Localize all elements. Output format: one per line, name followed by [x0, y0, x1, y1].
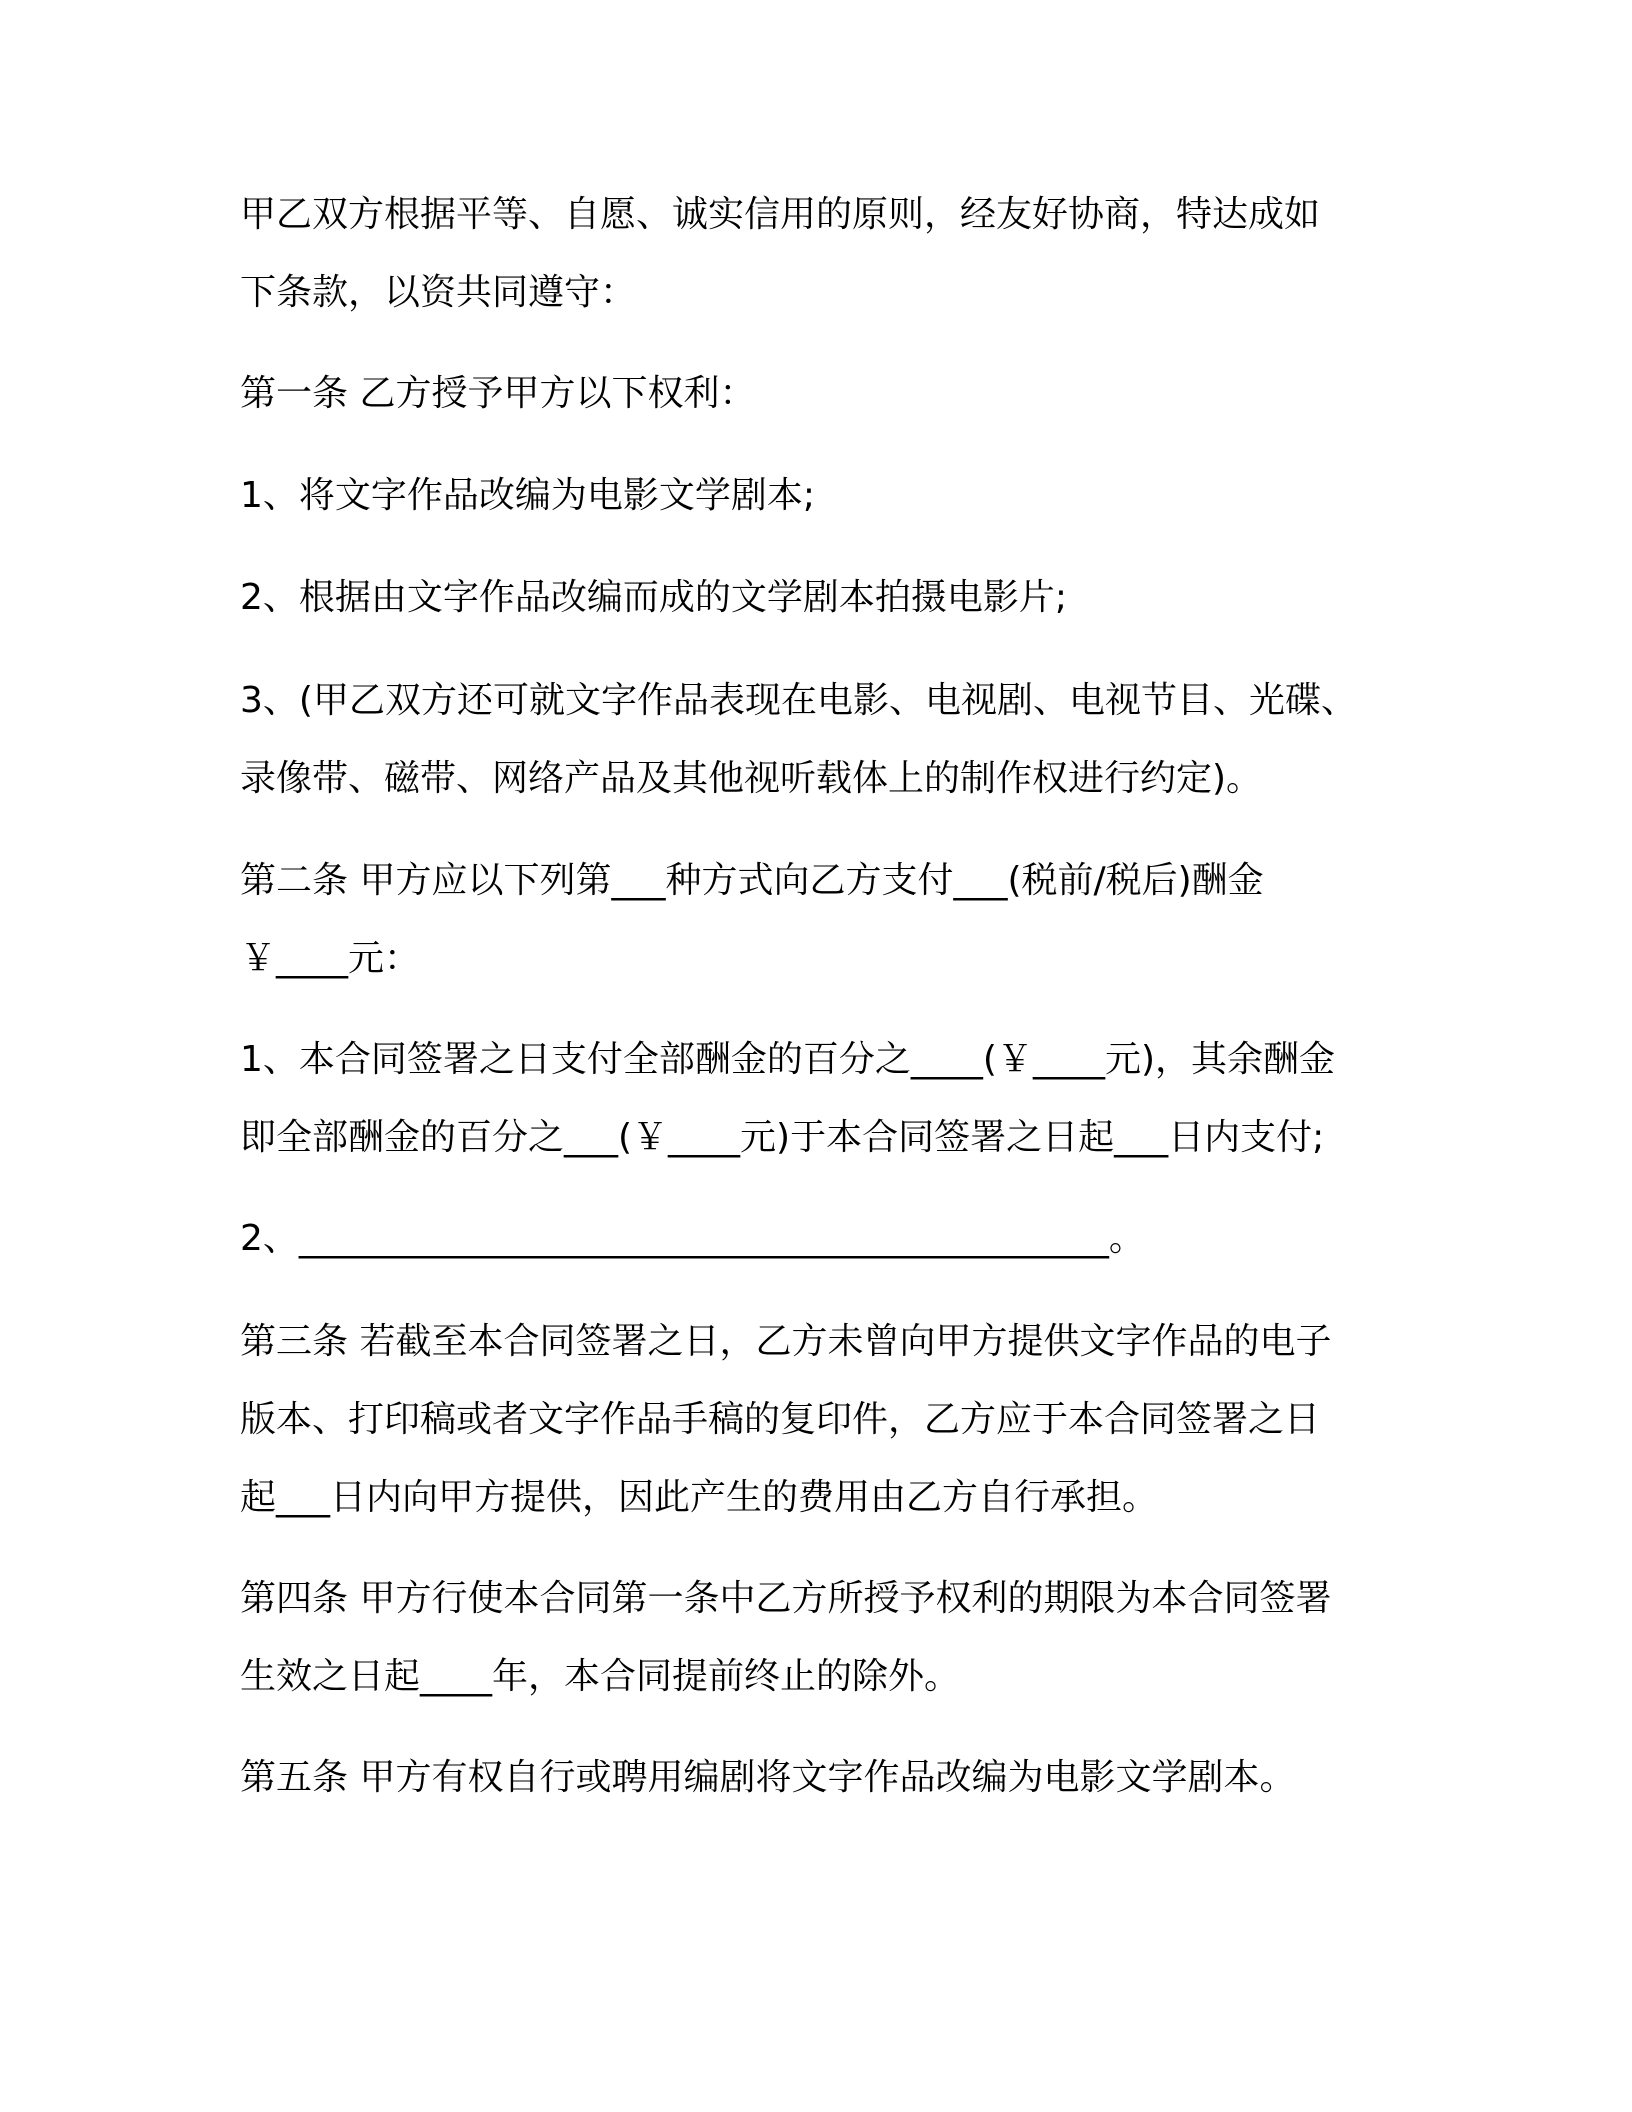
text-line: 生效之日起____年，本合同提前终止的除外。	[240, 1656, 961, 1697]
text-line: 2、根据由文字作品改编而成的文学剧本拍摄电影片;	[240, 577, 1068, 618]
text-line: 第四条 甲方行使本合同第一条中乙方所授予权利的期限为本合同签署	[240, 1578, 1332, 1619]
text-line: 即全部酬金的百分之___(￥____元)于本合同签署之日起___日内支付;	[240, 1117, 1325, 1158]
text-line: 第三条 若截至本合同签署之日，乙方未曾向甲方提供文字作品的电子	[240, 1321, 1332, 1362]
text-line: 起___日内向甲方提供，因此产生的费用由乙方自行承担。	[240, 1477, 1159, 1518]
text-line: 3、(甲乙双方还可就文字作品表现在电影、电视剧、电视节目、光碟、	[240, 680, 1357, 721]
paragraph-article-4	[240, 1560, 1331, 1716]
paragraph-article-5	[240, 1739, 1295, 1817]
paragraph-article-1-item-2	[240, 559, 1067, 637]
text-line: 1、本合同签署之日支付全部酬金的百分之____(￥____元)，其余酬金	[240, 1039, 1335, 1080]
text-line: 2、_____________________________________________。	[240, 1218, 1145, 1259]
text-line: ￥____元：	[240, 938, 421, 979]
paragraph-article-1	[240, 355, 755, 433]
text-line: 第一条 乙方授予甲方以下权利：	[240, 373, 756, 414]
paragraph-article-1-item-1	[240, 457, 815, 535]
text-line: 第五条 甲方有权自行或聘用编剧将文字作品改编为电影文学剧本。	[240, 1757, 1296, 1798]
paragraph-article-2-item-2	[240, 1200, 1145, 1278]
paragraph-article-3	[240, 1303, 1331, 1537]
paragraph-article-2	[240, 842, 1264, 998]
paragraph-article-2-item-1	[240, 1021, 1335, 1177]
text-line: 录像带、磁带、网络产品及其他视听载体上的制作权进行约定)。	[240, 758, 1263, 799]
text-line: 下条款，以资共同遵守：	[240, 272, 637, 313]
paragraph-article-1-item-3	[240, 662, 1357, 818]
text-line: 版本、打印稿或者文字作品手稿的复印件，乙方应于本合同签署之日	[240, 1399, 1321, 1440]
paragraph-preamble	[240, 176, 1320, 332]
text-line: 甲乙双方根据平等、自愿、诚实信用的原则，经友好协商，特达成如	[240, 194, 1321, 235]
text-line: 第二条 甲方应以下列第___种方式向乙方支付___(税前/税后)酬金	[240, 860, 1264, 901]
text-line: 1、将文字作品改编为电影文学剧本;	[240, 475, 816, 516]
